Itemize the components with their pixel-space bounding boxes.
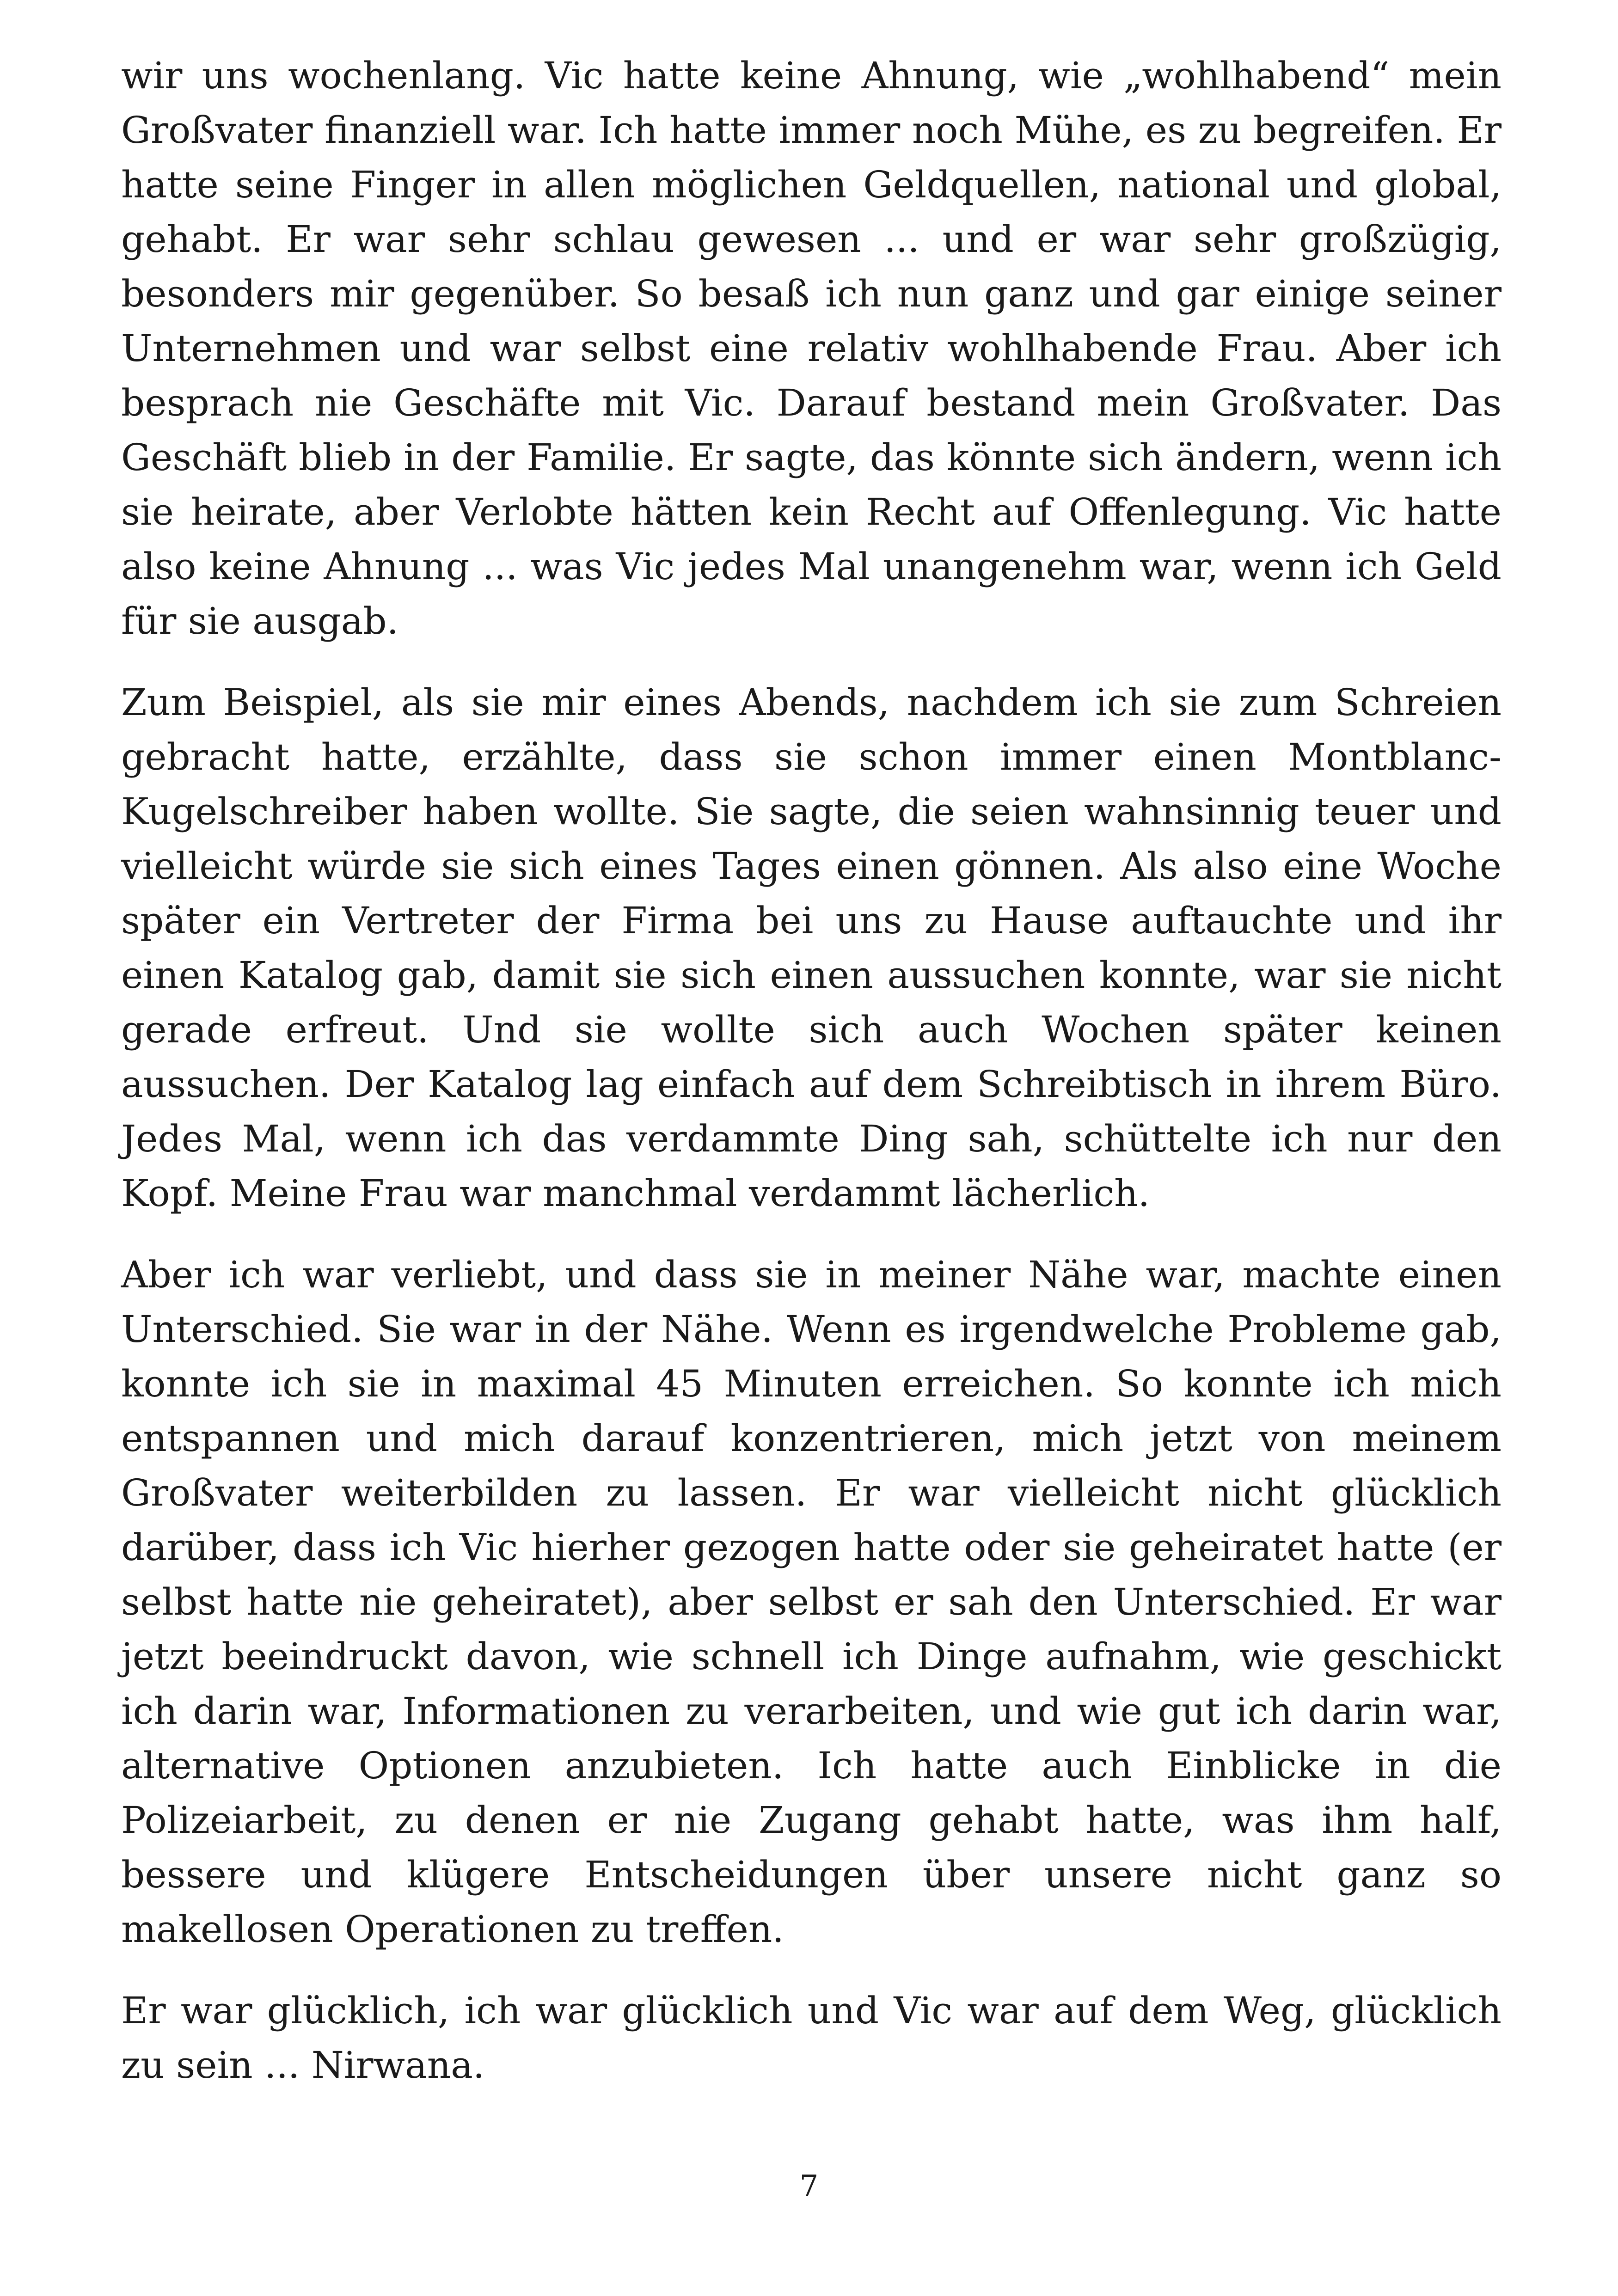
page-number: 7 xyxy=(799,2169,819,2204)
paragraph-3: Aber ich war verliebt, und dass sie in meiner Nähe war, machte einen Unterschied. Sie war in der Nähe. Wenn es irgendwelche Probleme gab, konnte ich sie in maximal 45 Minuten erreichen. So konnte ich mich entspannen und mich darauf konzentrieren, mich jetzt von meinem Großvater weiterbilden zu lassen. Er war vielleicht nicht glücklich darüber, dass ich Vic hierher gezogen hatte oder sie geheiratet hatte (er selbst hatte nie geheiratet), aber selbst er sah den Unterschied. Er war jetzt beeindruckt davon, wie schnell ich Dinge aufnahm, wie geschickt ich darin war, Informationen zu verarbeiten, und wie gut ich darin war, alternative Optionen anzubieten. Ich hatte auch Einblicke in die Polizeiarbeit, zu denen er nie Zugang gehabt hatte, was ihm half, bessere und klügere Entscheidungen über unsere nicht ganz so makellosen Operationen zu treffen. xyxy=(121,1253,1502,1951)
paragraph-1: wir uns wochenlang. Vic hatte keine Ahnung, wie „wohlhabend“ mein Großvater finanziell war. Ich hatte immer noch Mühe, es zu begreifen. Er hatte seine Finger in allen möglichen Geldquellen, national und global, gehabt. Er war sehr schlau gewesen ... und er war sehr großzügig, besonders mir gegenüber. So besaß ich nun ganz und gar einige seiner Unternehmen und war selbst eine relativ wohlhabende Frau. Aber ich besprach nie Geschäfte mit Vic. Darauf bestand mein Großvater. Das Geschäft blieb in der Familie. Er sagte, das könnte sich ändern, wenn ich sie heirate, aber Verlobte hätten kein Recht auf Offenlegung. Vic hatte also keine Ahnung ... was Vic jedes Mal unangenehm war, wenn ich Geld für sie ausgab. xyxy=(121,54,1502,643)
paragraph-2: Zum Beispiel, als sie mir eines Abends, nachdem ich sie zum Schreien gebracht hatte, erzählte, dass sie schon immer einen Montblanc-Kugelschreiber haben wollte. Sie sagte, die seien wahnsinnig teuer und vielleicht würde sie sich eines Tages einen gönnen. Als also eine Woche später ein Vertreter der Firma bei uns zu Hause auftauchte und ihr einen Katalog gab, damit sie sich einen aussuchen konnte, war sie nicht gerade erfreut. Und sie wollte sich auch Wochen später keinen aussuchen. Der Katalog lag einfach auf dem Schreibtisch in ihrem Büro. Jedes Mal, wenn ich das verdammte Ding sah, schüttelte ich nur den Kopf. Meine Frau war manchmal verdammt lächerlich. xyxy=(121,681,1502,1215)
paragraph-4: Er war glücklich, ich war glücklich und Vic war auf dem Weg, glücklich zu sein ... Nirwana. xyxy=(121,1989,1502,2087)
body-text xyxy=(121,49,1502,2093)
